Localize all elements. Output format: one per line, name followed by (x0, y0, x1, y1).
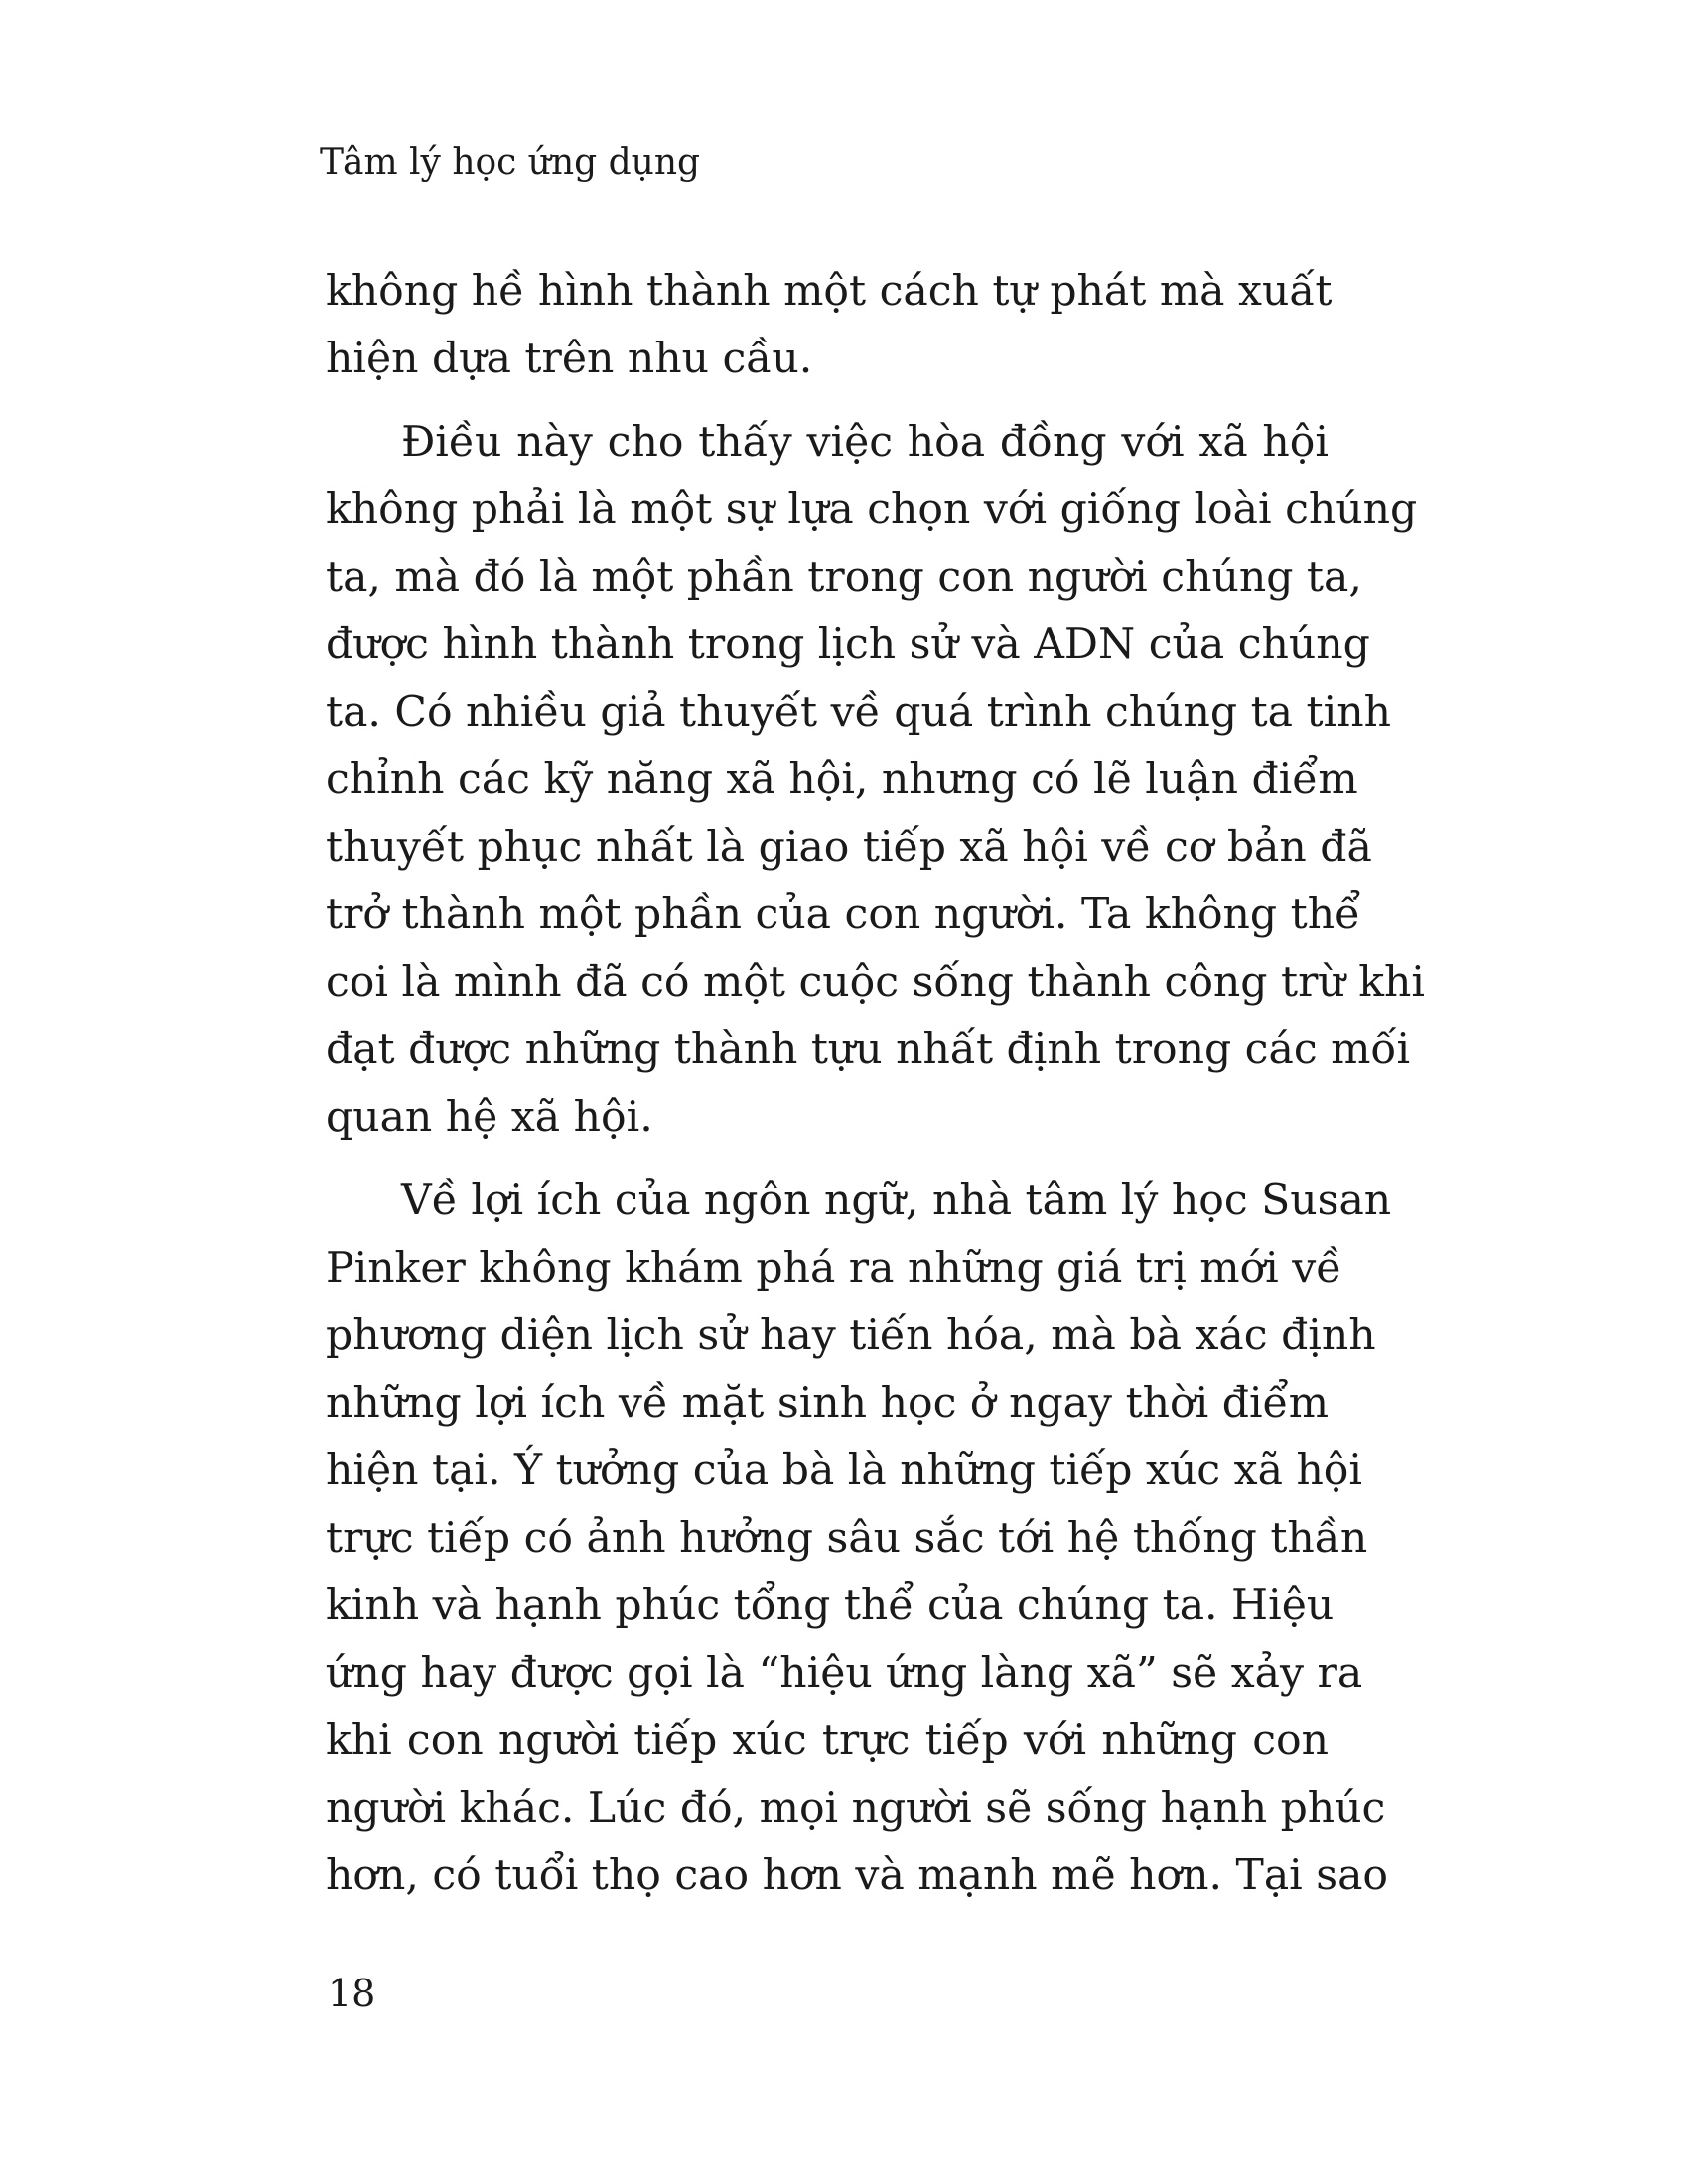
text-line: được hình thành trong lịch sử và ADN của chúng (326, 620, 1370, 669)
text-line: ta, mà đó là một phần trong con người chúng ta, (326, 553, 1362, 602)
text-line: trực tiếp có ảnh hưởng sâu sắc tới hệ thống thần (326, 1514, 1368, 1563)
text-line: hơn, có tuổi thọ cao hơn và mạnh mẽ hơn. Tại sao (326, 1851, 1389, 1900)
text-line: đạt được những thành tựu nhất định trong các mối (326, 1025, 1411, 1074)
paragraph-1 (326, 258, 1333, 393)
text-line: kinh và hạnh phúc tổng thể của chúng ta. Hiệu (326, 1581, 1335, 1630)
text-line: ta. Có nhiều giả thuyết về quá trình chúng ta tinh (326, 688, 1391, 737)
text-line: những lợi ích về mặt sinh học ở ngay thời điểm (326, 1379, 1329, 1428)
text-line: hiện dựa trên nhu cầu. (326, 335, 813, 383)
paragraph-2 (326, 409, 1425, 1152)
text-line: không hề hình thành một cách tự phát mà xuất (326, 267, 1333, 316)
running-header: Tâm lý học ứng dụng (320, 142, 701, 183)
paragraph-3 (326, 1167, 1392, 1910)
text-line: khi con người tiếp xúc trực tiếp với những con (326, 1716, 1329, 1765)
text-line: người khác. Lúc đó, mọi người sẽ sống hạnh phúc (326, 1784, 1386, 1833)
text-line: phương diện lịch sử hay tiến hóa, mà bà xác định (326, 1311, 1376, 1360)
text-line: ứng hay được gọi là “hiệu ứng làng xã” sẽ xảy ra (326, 1649, 1363, 1698)
text-line: trở thành một phần của con người. Ta không thể (326, 890, 1361, 939)
body-text (326, 258, 1425, 1910)
text-line: quan hệ xã hội. (326, 1093, 653, 1142)
text-line: Điều này cho thấy việc hòa đồng với xã hội (401, 418, 1329, 467)
text-line: chỉnh các kỹ năng xã hội, nhưng có lẽ luận điểm (326, 755, 1358, 804)
text-line: coi là mình đã có một cuộc sống thành công trừ khi (326, 958, 1425, 1007)
text-line: Về lợi ích của ngôn ngữ, nhà tâm lý học Susan (401, 1176, 1392, 1225)
text-line: hiện tại. Ý tưởng của bà là những tiếp xúc xã hội (326, 1446, 1362, 1495)
page-number: 18 (328, 1972, 376, 2015)
text-line: không phải là một sự lựa chọn với giống loài chúng (326, 485, 1418, 534)
text-line: thuyết phục nhất là giao tiếp xã hội về cơ bản đã (326, 823, 1372, 872)
text-line: Pinker không khám phá ra những giá trị mới về (326, 1244, 1342, 1293)
